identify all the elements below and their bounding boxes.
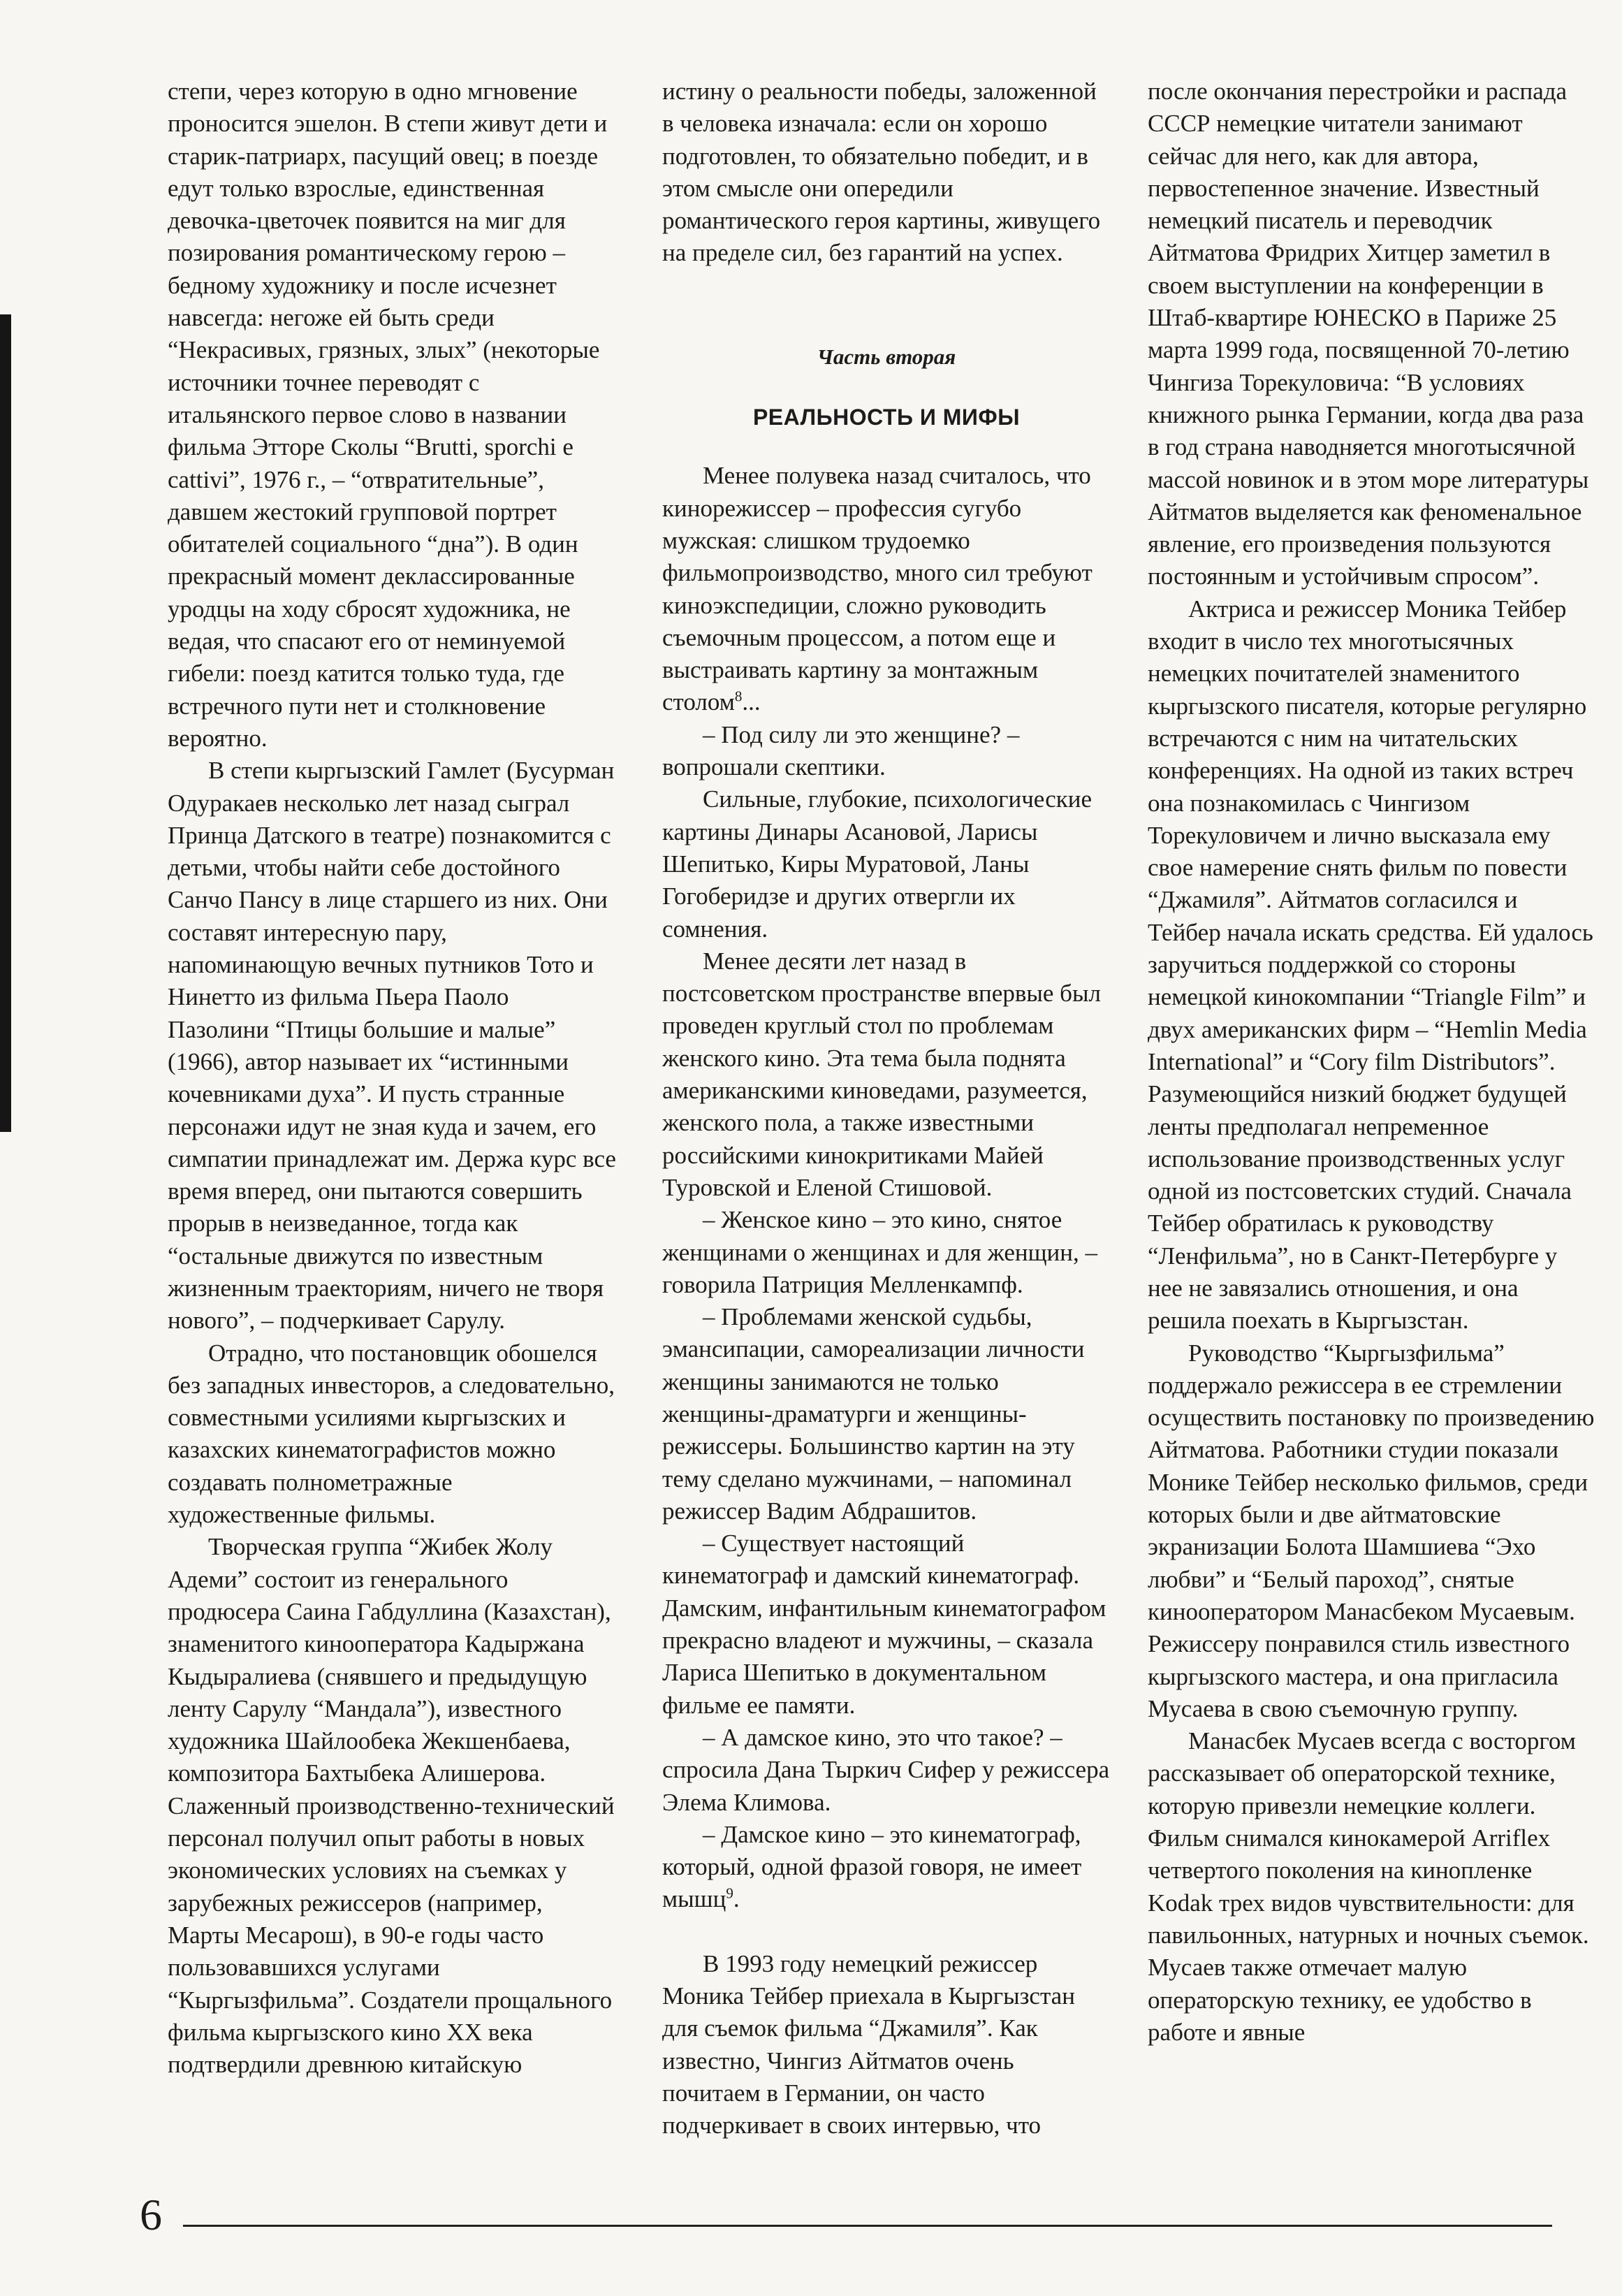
paragraph: Актриса и режиссер Моника Тейбер входит в число тех многотысячных немецких почитателей знаменитого кыргызского писателя, которые регулярно встречаются с ним на читательских конференциях. На одной из таких встреч она познакомилась с Чингизом Торекуловичем и лично высказала ему свое намерение снять фильм по повести “Джамиля”. Айтматов согласился и Тейбер начала искать средства. Ей удалось заручиться поддержкой со стороны немецкой кинокомпании “Triangle Film” и двух американских фирм – “Hemlin Media International” и “Cory film Distributors”. Разумеющийся низкий бюджет будущей ленты предполагал непременное использование производственных услуг одной из постсоветских студий. Сначала Тейбер обратилась к руководству “Ленфильма”, но в Санкт-Петербурге у нее не завязались отношения, и она решила поехать в Кыргызстан. bbox=[1148, 595, 1593, 1335]
footnote-ref: 9 bbox=[726, 1884, 733, 1902]
paragraph-text: – Дамское кино – это кинематограф, который, одной фразой говоря, не имеет мышц bbox=[662, 1820, 1082, 1913]
paragraph-tail: ... bbox=[742, 688, 761, 716]
column-middle bbox=[662, 75, 1111, 2142]
column-left bbox=[168, 75, 616, 2081]
paragraph: Сильные, глубокие, психологические картины Динары Асановой, Ларисы Шепитько, Киры Муратовой, Ланы Гогоберидзе и других отвергли их сомнения. bbox=[662, 785, 1093, 943]
column-right bbox=[1148, 75, 1596, 2049]
section-label: Часть вторая bbox=[817, 344, 956, 369]
paragraph: Менее десяти лет назад в постсоветском пространстве впервые был проведен круглый стол по проблемам женского кино. Эта тема была поднята американскими киноведами, разумеется, женского пола, а также известными российскими кинокритиками Майей Туровской и Еленой Стишовой. bbox=[662, 947, 1101, 1201]
page-number: 6 bbox=[140, 2190, 162, 2239]
paragraph: – Проблемами женской судьбы, эмансипации, самореализации личности женщины занимаются не только женщины-драматурги и женщины-режиссеры. Большинство картин на эту тему сделано мужчинами, – напоминал режиссер Вадим Абдрашитов. bbox=[662, 1303, 1085, 1525]
paragraph: Отрадно, что постановщик обошелся без западных инвесторов, а следовательно, совместными усилиями кыргызских и казахских кинематографистов можно создавать полнометражные художественные фильмы. bbox=[168, 1339, 615, 1529]
paragraph: – А дамское кино, это что такое? – спросила Дана Тыркич Сифер у режиссера Элема Климова. bbox=[662, 1723, 1110, 1816]
paragraph: Манасбек Мусаев всегда с восторгом рассказывает об операторской технике, которую привезли немецкие коллеги. Фильм снимался кинокамерой Arriflex четвертого поколения на кинопленке Kodak трех видов чувствительности: для павильонных, натурных и ночных съемок. Мусаев также отмечает малую операторскую технику, ее удобство в работе и явные bbox=[1148, 1727, 1589, 2046]
footnote-ref: 8 bbox=[734, 688, 743, 705]
paragraph bbox=[662, 460, 1111, 718]
section-title: РЕАЛЬНОСТЬ И МИФЫ bbox=[752, 405, 1021, 430]
paragraph: – Под силу ли это женщине? – вопрошали скептики. bbox=[662, 720, 1020, 781]
paragraph: истину о реальности победы, заложенной в человека изначала: если он хорошо подготовлен, то обязательно победит, и в этом смысле они опередили романтического героя картины, живущего на пределе сил, без гарантий на успех. bbox=[662, 78, 1101, 267]
paragraph bbox=[662, 1819, 1111, 1916]
paragraph-text: Менее полувека назад считалось, что кинорежиссер – профессия сугубо мужская: слишком трудоемко фильмопроизводство, много сил требуют киноэкспедиции, сложно руководить съемочным процессом, а потом еще и выстраивать картину за монтажным столом bbox=[662, 462, 1093, 716]
paragraph: степи, через которую в одно мгновение проносится эшелон. В степи живут дети и старик-патриарх, пасущий овец; в поезде едут только взрослые, единственная девочка-цветочек появится на миг для позирования романтическому герою – бедному художнику и после исчезнет навсегда: негоже ей быть среди “Некрасивых, грязных, злых” (некоторые источники точнее переводят с итальянского первое слово в названии фильма Этторе Сколы “Brutti, sporchi e cattivi”, 1976 г., – “отвратительные”, давшем жестокий групповой портрет обитателей социального “дна”). В один прекрасный момент деклассированные уродцы на ходу сбросят художника, не ведая, что спасают его от неминуемой гибели: поезд катится только туда, где встречного пути нет и столкновение вероятно. bbox=[168, 78, 608, 752]
paragraph: – Существует настоящий кинематограф и дамский кинематограф. Дамским, инфантильным кинематографом прекрасно владеют и мужчины, – сказала Лариса Шепитько в документальном фильме ее памяти. bbox=[662, 1530, 1106, 1719]
paragraph: – Женское кино – это кино, снятое женщинами о женщинах и для женщин, – говорила Патриция Мелленкампф. bbox=[662, 1206, 1097, 1298]
paragraph: В 1993 году немецкий режиссер Моника Тейбер приехала в Кыргызстан для съемок фильма “Джамиля”. Как известно, Чингиз Айтматов очень почитаем в Германии, он часто подчеркивает в своих интервью, что bbox=[662, 1949, 1075, 2139]
section-body bbox=[662, 460, 1111, 1915]
footer-rule bbox=[183, 2225, 1552, 2227]
paragraph: Творческая группа “Жибек Жолу Адеми” состоит из генерального продюсера Саина Габдуллина (Казахстан), знаменитого кинооператора Кадыржана Кыдыралиева (снявшего и предыдущую ленту Сарулу “Мандала”), известного художника Шайлообека Жекшенбаева, композитора Бахтыбека Алишерова. Слаженный производственно-технический персонал получил опыт работы в новых экономических условиях на съемках у зарубежных режиссеров (например, Марты Месарош), в 90-е годы часто пользовавшихся услугами “Кыргызфильма”. Создатели прощального фильма кыргызского кино XX века подтвердили древнюю китайскую bbox=[168, 1533, 615, 2079]
binding-edge bbox=[0, 314, 11, 1132]
paragraph-tail: . bbox=[733, 1885, 740, 1913]
paragraph: после окончания перестройки и распада СССР немецкие читатели занимают сейчас для него, как для автора, первостепенное значение. Известный немецкий писатель и переводчик Айтматова Фридрих Хитцер заметил в своем выступлении на конференции в Штаб-квартире ЮНЕСКО в Париже 25 марта 1999 года, посвященной 70-летию Чингиза Торекуловича: “В условиях книжного рынка Германии, когда два раза в год страна наводняется многотысячной массой новинок и в этом море литературы Айтматов выделяется как феноменальное явление, его произведения пользуются постоянным и устойчивым спросом”. bbox=[1148, 78, 1589, 590]
paragraph: В степи кыргызский Гамлет (Бусурман Одуракаев несколько лет назад сыграл Принца Датского в театре) познакомится с детьми, чтобы найти себе достойного Санчо Пансу в лице старшего из них. Они составят интересную пару, напоминающую вечных путников Тото и Нинетто из фильма Пьера Паоло Пазолини “Птицы большие и малые” (1966), автор называет их “истинными кочевниками духа”. И пусть странные персонажи идут не зная куда и зачем, его симпатии принадлежат им. Держа курс все время вперед, они пытаются совершить прорыв в неизведанное, тогда как “остальные движутся по известным жизненным траекториям, ничего не творя нового”, – подчеркивает Сарулу. bbox=[168, 757, 616, 1335]
paragraph: Руководство “Кыргызфильма” поддержало режиссера в ее стремлении осуществить постановку по произведению Айтматова. Работники студии показали Монике Тейбер несколько фильмов, среди которых были и две айтматовские экранизации Болота Шамшиева “Эхо любви” и “Белый пароход”, снятые кинооператором Манасбеком Мусаевым. Режиссеру понравился стиль известного кыргызского мастера, и она пригласила Мусаева в свою съемочную группу. bbox=[1148, 1339, 1595, 1722]
